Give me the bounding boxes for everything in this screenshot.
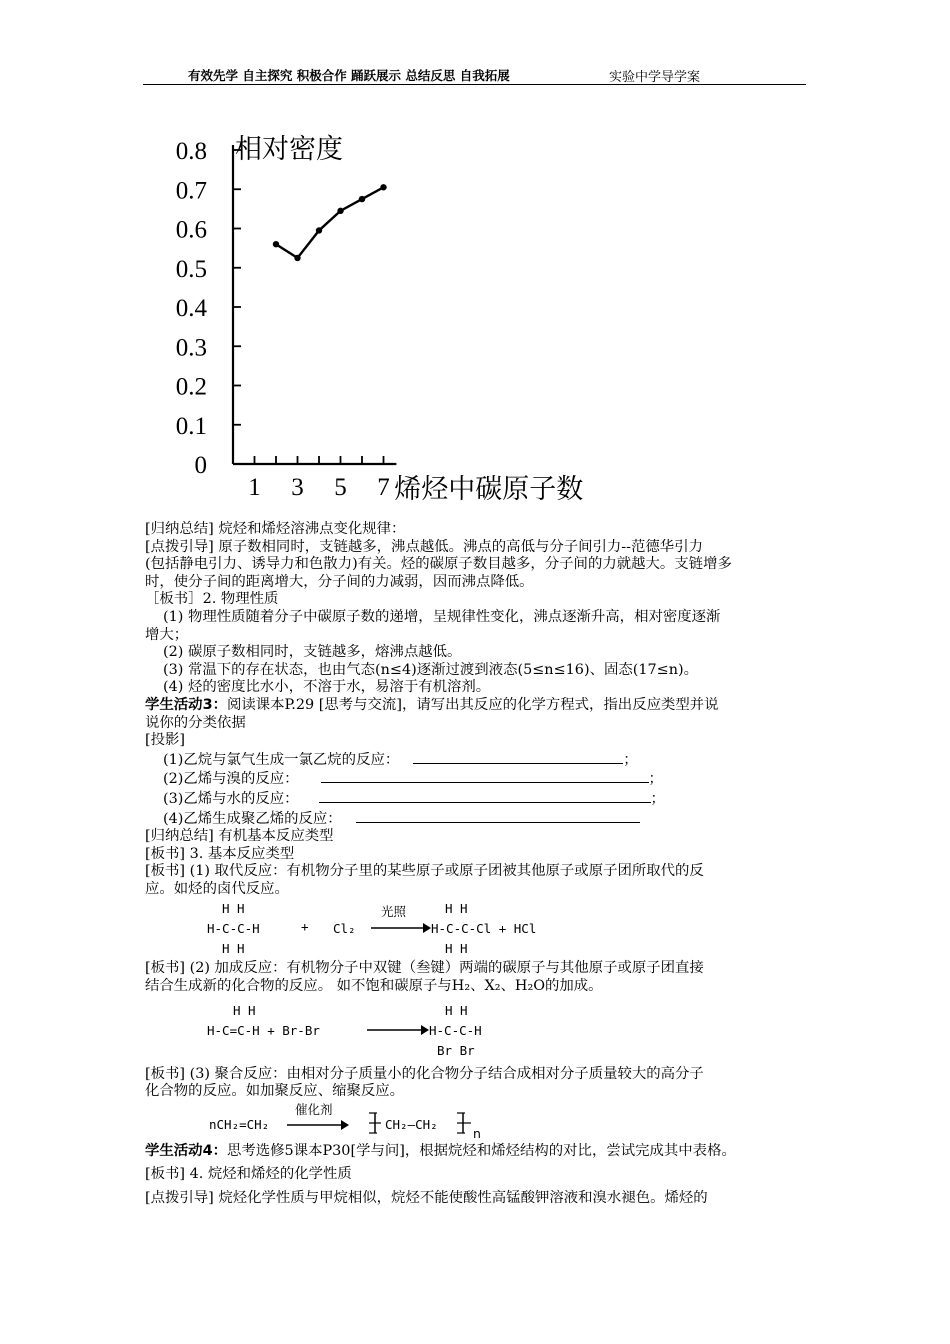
guide-line-3: 时，使分子间的距离增大，分子间的力减弱，因而沸点降低。: [145, 573, 534, 590]
activity-3: [145, 697, 815, 715]
polymerization-equation: [145, 1101, 815, 1143]
eq1-arrow: [371, 922, 431, 934]
answer-blank-1[interactable]: [413, 750, 623, 764]
reaction-types-summary: [归纳总结] 有机基本反应类型: [145, 828, 334, 845]
eq2-top-h: H H: [233, 1002, 256, 1018]
answer-blank-4[interactable]: [356, 809, 640, 823]
addition-def: [板书] (2) 加成反应：有机物分子中双键（叁键）两端的碳原子与其他原子或原子团直接: [145, 960, 704, 977]
property-2: (2) 碳原子数相同时，支链越多，熔沸点越低。: [163, 644, 462, 661]
polymerization-def-cont: 化合物的反应。如加聚反应、缩聚反应。: [145, 1083, 405, 1100]
substitution-def: [板书] (1) 取代反应：有机物分子里的某些原子或原子团被其他原子或原子团所取代的反: [145, 863, 704, 880]
projection-label: [投影]: [145, 732, 186, 749]
polymerization-def: [板书] (3) 聚合反应：由相对分子质量小的化合物分子结合成相对分子质量较大的高分子: [145, 1065, 704, 1082]
y-tick-label: 0.6: [175, 216, 207, 244]
eq2-chain: H-C=C-H + Br-Br: [207, 1022, 320, 1038]
activity-4: [145, 1143, 815, 1161]
activity-3-cont: 说你的分类依据: [145, 714, 246, 731]
board-chemical-heading: [板书] 4. 烷烃和烯烃的化学性质: [145, 1166, 352, 1183]
answer-blank-3[interactable]: [319, 789, 651, 803]
y-tick-label: 0.5: [175, 255, 207, 283]
data-point: [316, 227, 322, 233]
eq1-product-top-h: H H: [445, 901, 468, 917]
data-point: [359, 196, 365, 202]
eq3-n: n: [473, 1125, 481, 1141]
property-1-cont: 增大；: [145, 626, 189, 643]
summary-line: [归纳总结] 烷烃和烯烃溶沸点变化规律：: [145, 521, 406, 537]
question-2-text: (2)乙烯与溴的反应：: [163, 771, 299, 788]
y-tick-label: 0.8: [175, 138, 207, 165]
header-mottos: 有效先学 自主探究 积极合作 踊跃展示 总结反思 自我拓展: [188, 68, 510, 83]
board-physical-heading: ［板书］2. 物理性质: [145, 591, 279, 608]
answer-blank-2[interactable]: [321, 769, 649, 783]
eq1-plus: +: [301, 919, 309, 935]
property-1: (1) 物理性质随着分子中碳原子数的递增，呈规律性变化，沸点逐渐升高，相对密度逐渐: [163, 608, 721, 625]
eq1-condition: 光照: [381, 904, 407, 920]
x-tick-label: 7: [377, 474, 390, 501]
property-4: (4) 烃的密度比水小，不溶于水，易溶于有机溶剂。: [163, 679, 491, 696]
question-2: [145, 769, 815, 789]
x-tick-label: 3: [291, 474, 304, 501]
board-reaction-types: [板书] 3. 基本反应类型: [145, 845, 295, 862]
semicolon: ；: [623, 751, 638, 768]
question-3: [145, 789, 815, 809]
density-series-line: [276, 187, 384, 258]
addition-equation: [145, 996, 815, 1066]
substitution-def-cont: 应。如烃的卤代反应。: [145, 880, 289, 897]
eq1-top-h: H H: [222, 901, 245, 917]
eq2-arrow: [367, 1024, 429, 1036]
y-tick-label: 0.1: [175, 412, 207, 440]
eq2-product-chain: H-C-C-H: [429, 1022, 482, 1038]
addition-def-cont: 结合生成新的化合物的反应。 如不饱和碳原子与H₂、X₂、H₂O的加成。: [145, 978, 603, 995]
x-axis-label: 烯烃中碳原子数: [394, 474, 584, 505]
semicolon: ；: [650, 790, 665, 807]
y-tick-label: 0.3: [175, 334, 207, 362]
document-body: [145, 521, 815, 1208]
chart-title: 相对密度: [235, 134, 343, 165]
y-tick-label: 0: [194, 452, 207, 479]
activity-3-label: 学生活动3：: [145, 696, 227, 713]
question-1-text: (1)乙烷与氯气生成一氯乙烷的反应：: [163, 751, 400, 768]
eq2-product-top-h: H H: [445, 1002, 468, 1018]
substitution-equation: [145, 898, 815, 960]
eq3-reactant: nCH₂=CH₂: [209, 1116, 270, 1132]
guide-line-2: (包括静电引力、诱导力和色散力)有关。烃的碳原子数目越多，分子间的力就越大。支链增多: [145, 556, 732, 573]
eq1-product-bottom-h: H H: [445, 941, 468, 957]
guide-line-1: [点拨引导] 原子数相同时，支链越多，沸点越低。沸点的高低与分子间引力--范德华引力: [145, 538, 703, 555]
eq3-condition: 催化剂: [295, 1101, 333, 1117]
eq1-product-chain: H-C-C-Cl + HCl: [431, 921, 537, 937]
question-4-text: (4)乙烯生成聚乙烯的反应：: [163, 810, 342, 827]
x-tick-label: 1: [248, 474, 261, 501]
eq1-cl2: Cl₂: [333, 921, 356, 937]
eq3-arrow: [287, 1119, 349, 1131]
density-line-chart: [150, 120, 610, 520]
x-tick-label: 5: [334, 474, 347, 501]
property-3: (3) 常温下的存在状态，也由气态(n≤4)逐渐过渡到液态(5≤n≤16)、固态(17≤n)。: [163, 661, 698, 678]
question-1: [145, 750, 815, 770]
y-tick-label: 0.2: [175, 373, 207, 401]
eq1-bottom-h: H H: [222, 941, 245, 957]
y-tick-label: 0.4: [175, 295, 207, 322]
y-tick-label: 0.7: [175, 177, 207, 205]
question-3-text: (3)乙烯与水的反应：: [163, 790, 299, 807]
data-point: [380, 184, 386, 190]
activity-3-text: 阅读课本P.29 [思考与交流]，请写出其反应的化学方程式，指出反应类型并说: [226, 696, 719, 713]
header-school: 实验中学导学案: [609, 70, 701, 85]
eq3-product: CH₂—CH₂: [385, 1116, 438, 1132]
page-header: [143, 64, 806, 85]
activity-4-label: 学生活动4：: [145, 1142, 227, 1159]
eq1-chain: H-C-C-H: [207, 921, 260, 937]
data-point: [273, 241, 279, 247]
data-point: [294, 255, 300, 261]
semicolon: ；: [648, 771, 663, 788]
data-point: [337, 208, 343, 214]
eq2-product-br: Br Br: [437, 1042, 475, 1058]
activity-4-text: 思考选修5课本P30[学与问]，根据烷烃和烯烃结构的对比，尝试完成其中表格。: [226, 1142, 736, 1159]
question-4: [145, 809, 815, 829]
guide-chemical: [点拨引导] 烷烃化学性质与甲烷相似，烷烃不能使酸性高锰酸钾溶液和溴水褪色。烯烃的: [145, 1190, 708, 1207]
